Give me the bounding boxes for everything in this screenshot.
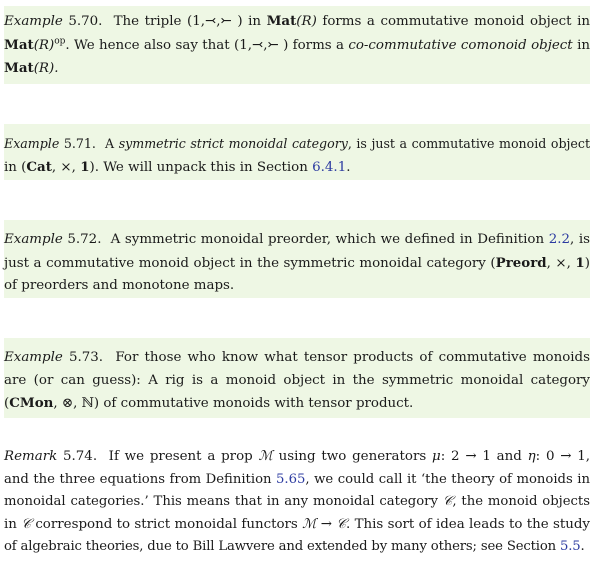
example-5-70-line-3: Mat(R).: [4, 60, 59, 76]
remark-5-74-line-3: monoidal categories.’ This means that in any monoidal category 𝒞, the monoid objects: [4, 494, 590, 509]
section-link-5-5[interactable]: 5.5: [560, 539, 581, 554]
example-5-72-line-3: of preorders and monotone maps.: [4, 278, 235, 293]
counit-symbol: ⤚: [220, 14, 232, 29]
example-5-72-line-1: Example 5.72. A symmetric monoidal preorder, which we defined in Definition 2.2, is: [4, 232, 590, 247]
example-5-71-line-1: Example 5.71. A symmetric strict monoidal category, is just a commutative monoid object: [4, 136, 590, 151]
remark-5-74-line-5: of algebraic theories, due to Bill Lawvere and extended by many others; see Section 5.5.: [4, 539, 585, 554]
remark-5-74-line-4: in 𝒞 correspond to strict monoidal functors ℳ → 𝒞. This sort of idea leads to the study: [4, 516, 590, 532]
example-5-73-line-3: (CMon, ⊗, ℕ) of commutative monoids with tensor product.: [4, 395, 414, 411]
example-5-72-line-2: just a commutative monoid object in the symmetric monoidal category (Preord, ×, 1): [4, 254, 590, 271]
example-label: Example: [4, 14, 63, 29]
example-5-73-line-2: are (or can guess): A rig is a monoid object in the symmetric monoidal category: [4, 372, 590, 388]
remark-5-74-line-1: Remark 5.74. If we present a prop ℳ using two generators μ: 2 → 1 and η: 0 → 1,: [4, 449, 591, 464]
counit-symbol: ⤚: [267, 37, 279, 53]
example-5-70: [4, 6, 590, 84]
example-5-73: [4, 338, 590, 418]
comultiplication-symbol: ⤙: [251, 37, 264, 53]
comultiplication-symbol: ⤙: [205, 14, 217, 29]
definition-link-5-65[interactable]: 5.65: [276, 471, 306, 487]
definition-link-2-2[interactable]: 2.2: [548, 232, 570, 247]
example-5-70-line-2: $Mat(R)^{op}$. We hence also say that (1,⤙,⤚ ) forms a co-commutative comonoid object in: [4, 36, 590, 53]
example-5-71-line-2: in (Cat, ×, 1). We will unpack this in Section 6.4.1.: [4, 158, 351, 175]
example-5-73-line-1: Example 5.73. For those who know what tensor products of commutative monoids: [4, 350, 590, 365]
remark-5-74-line-2: and the three equations from Definition 5.65, we could call it ‘the theory of monoids in: [4, 471, 590, 487]
example-5-70-line-1: Example 5.70. The triple (1,⤙,⤚ ) in Mat(R) forms a commutative monoid object in: [4, 13, 591, 29]
example-5-72: [4, 220, 590, 298]
example-5-71: [4, 124, 590, 180]
remark-5-74: [4, 446, 590, 558]
section-link-6-4-1[interactable]: 6.4.1: [312, 159, 347, 175]
